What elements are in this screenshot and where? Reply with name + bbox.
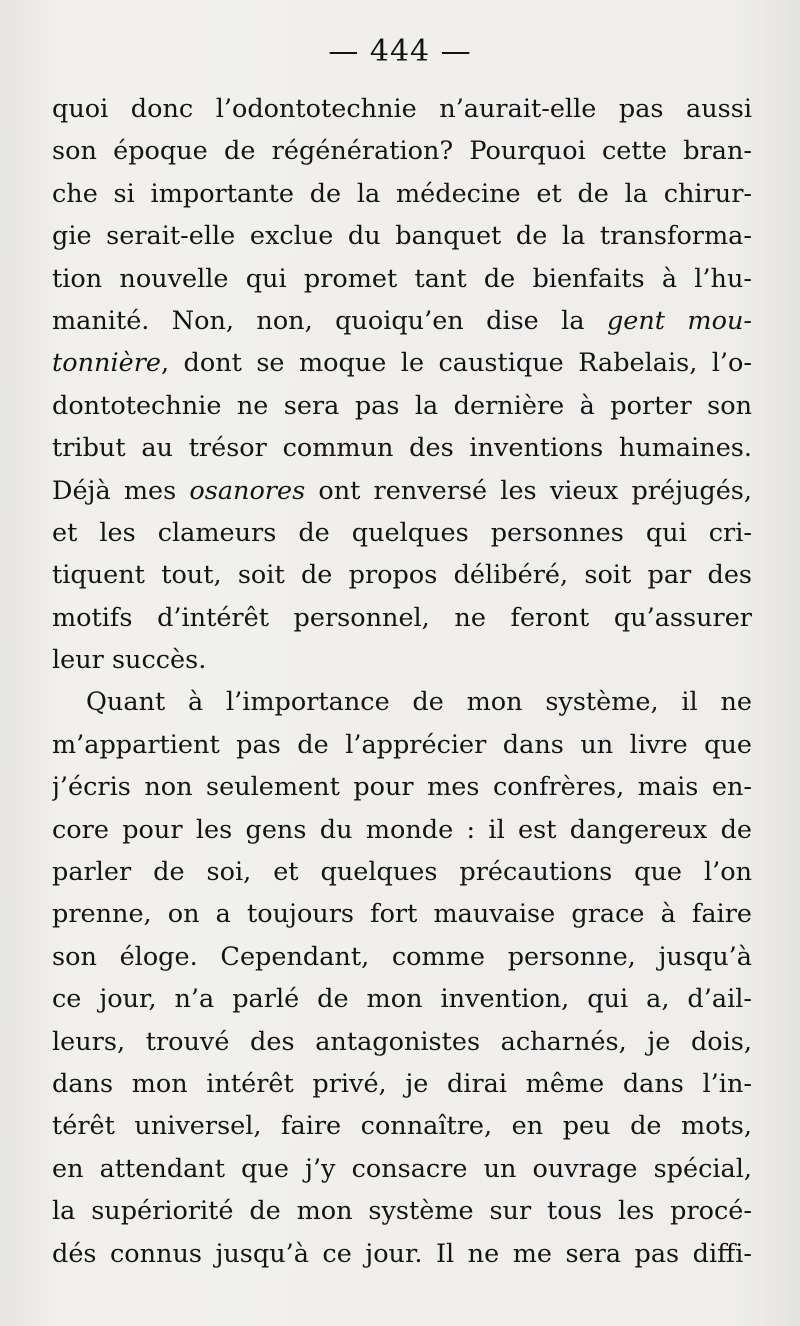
text-line: en attendant que j’y consacre un ouvrage spécial,	[52, 1153, 752, 1184]
text-line: leurs, trouvé des antagonistes acharnés, je dois,	[52, 1026, 752, 1057]
text-line: tribut au trésor commun des inventions humaines.	[52, 433, 752, 464]
text-line: prenne, on a toujours fort mauvaise grace à faire	[52, 899, 752, 930]
text-line: core pour les gens du monde : il est dangereux de	[52, 814, 752, 845]
page-number: — 444 —	[328, 34, 472, 69]
text-line: Déjà mes osanores ont renversé les vieux préjugés,	[52, 475, 752, 506]
text-line: son éloge. Cependant, comme personne, jusqu’à	[52, 941, 752, 972]
text-line: motifs d’intérêt personnel, ne feront qu’assurer	[52, 602, 752, 633]
text-line: gie serait-elle exclue du banquet de la transforma-	[52, 221, 752, 252]
text-line: leur succès.	[52, 645, 207, 676]
body-text	[52, 88, 752, 1275]
italic-phrase: gent mou-	[606, 305, 752, 336]
text-line: che si importante de la médecine et de la chirur-	[52, 178, 752, 209]
text-line: tiquent tout, soit de propos délibéré, soit par des	[52, 560, 752, 591]
text-line: térêt universel, faire connaître, en peu de mots,	[52, 1111, 752, 1142]
text-line: ce jour, n’a parlé de mon invention, qui a, d’ail-	[52, 984, 752, 1015]
italic-phrase: osanores	[189, 475, 306, 506]
text-line: quoi donc l’odontotechnie n’aurait-elle pas aussi	[52, 94, 752, 124]
paragraph-2	[52, 681, 752, 1274]
text-line: dés connus jusqu’à ce jour. Il ne me sera pas diffi-	[52, 1238, 752, 1269]
text-line: tonnière, dont se moque le caustique Rabelais, l’o-	[52, 348, 752, 379]
paragraph-1	[52, 88, 752, 681]
text-line: et les clameurs de quelques personnes qui cri-	[52, 517, 752, 548]
text-line: j’écris non seulement pour mes confrères, mais en-	[52, 772, 752, 803]
text-line: tion nouvelle qui promet tant de bienfaits à l’hu-	[52, 263, 752, 294]
italic-phrase: tonnière	[52, 348, 161, 379]
text-line: la supériorité de mon système sur tous les procé-	[52, 1196, 752, 1227]
text-line: parler de soi, et quelques précautions que l’on	[52, 857, 752, 888]
text-line: m’appartient pas de l’apprécier dans un livre que	[52, 729, 752, 760]
text-line: son époque de régénération? Pourquoi cette bran-	[52, 136, 752, 167]
text-line: dontotechnie ne sera pas la dernière à porter son	[52, 390, 752, 421]
text-line: Quant à l’importance de mon système, il ne	[86, 687, 752, 718]
text-line: dans mon intérêt privé, je dirai même dans l’in-	[52, 1068, 752, 1099]
text-line: manité. Non, non, quoiqu’en dise la gent mou-	[52, 305, 752, 336]
